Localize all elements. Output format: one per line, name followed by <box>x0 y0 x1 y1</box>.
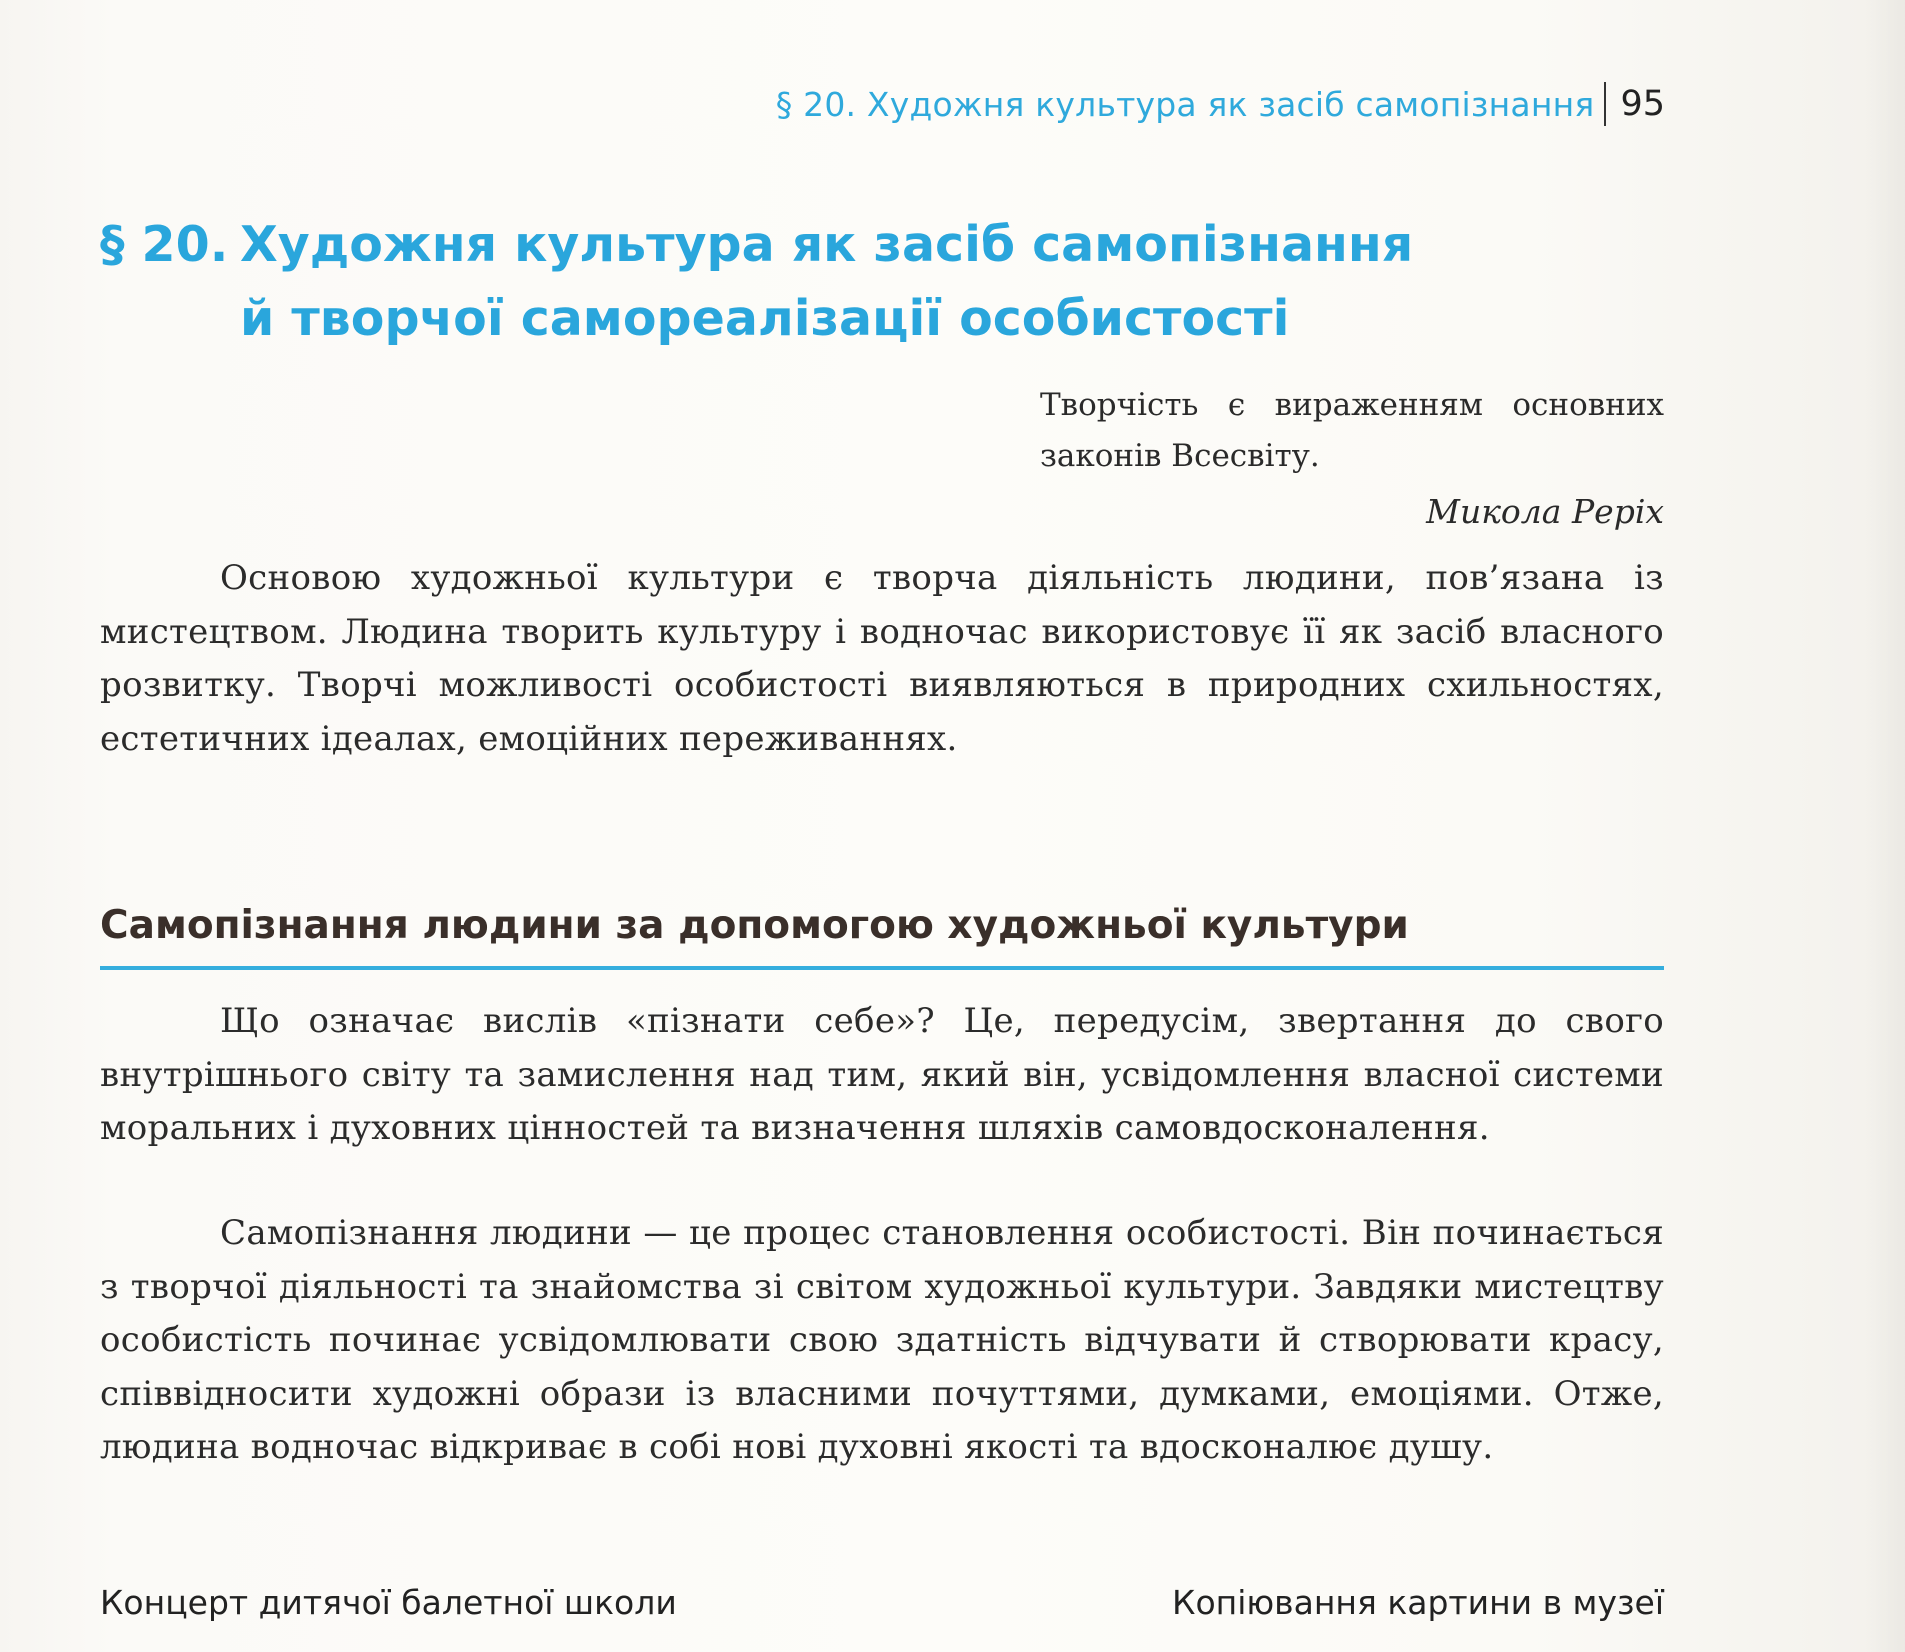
chapter-number: § 20. <box>100 216 229 273</box>
running-head <box>700 78 1665 130</box>
intro-paragraph: Основою художньої культури є творча діяльність людини, пов’язана із мистецтвом. Людина творить культуру і водночас використовує її як засіб власного розвитку. Творчі можливості особистості виявляються в природних схильностях, естетичних ідеалах, емоційних переживаннях. <box>100 558 1664 759</box>
section-paragraph-2: Самопізнання людини — це процес становлення особистості. Він починається з творчої діяльності та знайомства зі світом художньої культури. Завдяки мистецтву особистість починає усвідомлювати свою здатність відчувати й створювати красу, співвідносити художні образи із власними почуттями, думками, емоціями. Отже, людина водночас відкриває в собі нові духовні якості та вдосконалює душу. <box>100 1213 1664 1467</box>
page-number: 95 <box>1620 84 1665 124</box>
chapter-title-line1 <box>100 208 1560 282</box>
running-head-title: § 20. Художня культура як засіб самопізнання <box>775 84 1595 124</box>
epigraph-author: Микола Реріх <box>1426 492 1664 531</box>
section-paragraph-1: Що означає вислів «пізнати себе»? Це, передусім, звертання до свого внутрішнього світу та замислення над тим, який він, усвідомлення власної системи моральних і духовних цінностей та визначення шляхів самовдосконалення. <box>100 1001 1664 1148</box>
chapter-title-line2: й творчої самореалізації особистості <box>240 290 1290 347</box>
chapter-title-text-1: Художня культура як засіб самопізнання <box>240 216 1414 273</box>
image-caption-right: Копіювання картини в музеї <box>1172 1583 1664 1622</box>
chapter-title <box>100 208 1560 356</box>
image-caption-left: Концерт дитячої балетної школи <box>100 1583 677 1622</box>
running-head-divider <box>1604 82 1606 126</box>
page-edge-shadow <box>1865 0 1905 1652</box>
section-heading-rule <box>100 966 1664 970</box>
epigraph-quote: Творчість є вираженням основних законів Всесвіту. <box>1040 387 1664 474</box>
section-heading: Самопізнання людини за допомогою художньої культури <box>100 903 1409 948</box>
